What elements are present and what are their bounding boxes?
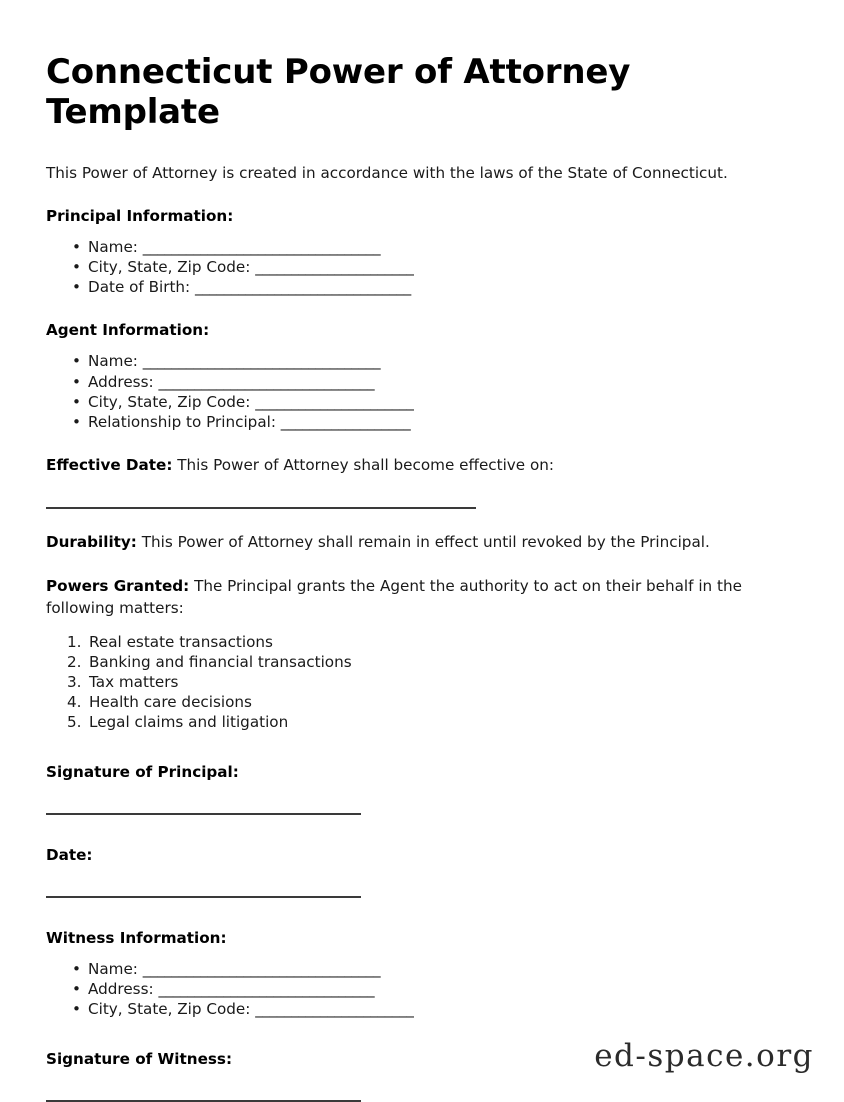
list-item: [88, 257, 798, 277]
list-item: [88, 979, 798, 999]
list-item: Banking and financial transactions: [89, 652, 352, 671]
list-item: Real estate transactions: [89, 632, 273, 651]
witness-information-field-list: [46, 959, 798, 1019]
list-item: [88, 372, 798, 392]
durability-text: This Power of Attorney shall remain in effect until revoked by the Principal.: [136, 532, 710, 551]
field-label: Name:: [88, 352, 138, 371]
section-heading-witness-information: Witness Information:: [46, 929, 227, 948]
field-blank-line[interactable]: _________________________________: [142, 238, 381, 257]
powers-granted-paragraph: [46, 575, 798, 619]
list-item: Tax matters: [89, 672, 179, 691]
date-blank-line[interactable]: [46, 896, 361, 898]
field-blank-line[interactable]: _________________________________: [142, 352, 381, 371]
list-item: [88, 392, 798, 412]
signature-principal-blank-line[interactable]: [46, 813, 361, 815]
powers-granted-label: Powers Granted:: [46, 576, 190, 595]
effective-date-label: Effective Date:: [46, 455, 173, 474]
effective-date-paragraph: [46, 454, 798, 476]
section-heading-signature-of-principal: Signature of Principal:: [46, 763, 239, 782]
field-blank-line[interactable]: ______________________: [255, 1000, 414, 1019]
list-item: [88, 237, 798, 257]
field-label: City, State, Zip Code:: [88, 258, 251, 277]
field-label: Relationship to Principal:: [88, 412, 276, 431]
powers-granted-list: [46, 632, 798, 732]
field-blank-line[interactable]: ______________________________: [195, 278, 411, 297]
field-label: City, State, Zip Code:: [88, 392, 251, 411]
field-label: Address:: [88, 372, 154, 391]
effective-date-text: This Power of Attorney shall become effective on:: [172, 455, 555, 474]
field-label: Address:: [88, 980, 154, 999]
field-label: City, State, Zip Code:: [88, 1000, 251, 1019]
field-blank-line[interactable]: __________________: [280, 412, 411, 431]
durability-label: Durability:: [46, 532, 137, 551]
list-item: [88, 999, 798, 1019]
list-item: [88, 959, 798, 979]
field-blank-line[interactable]: _________________________________: [142, 960, 381, 979]
list-item: [88, 412, 798, 432]
page-title: Connecticut Power of Attorney Template: [46, 52, 631, 133]
list-item: Legal claims and litigation: [89, 713, 289, 732]
section-heading-signature-of-witness: Signature of Witness:: [46, 1050, 233, 1069]
section-heading-agent-information: Agent Information:: [46, 321, 210, 340]
field-blank-line[interactable]: ______________________: [255, 258, 414, 277]
field-blank-line[interactable]: ______________________________: [158, 372, 375, 391]
intro-paragraph: This Power of Attorney is created in accordance with the laws of the State of Connecticut.: [46, 164, 728, 183]
section-heading-principal-information: Principal Information:: [46, 207, 234, 226]
field-label: Date of Birth:: [88, 278, 191, 297]
field-label: Name:: [88, 960, 138, 979]
watermark: ed-space.org: [594, 1038, 814, 1074]
principal-information-field-list: [46, 237, 798, 297]
effective-date-blank-line[interactable]: [46, 507, 476, 509]
section-heading-date: Date:: [46, 846, 93, 865]
durability-paragraph: [46, 531, 798, 553]
field-blank-line[interactable]: ______________________________: [158, 980, 375, 999]
list-item: [88, 277, 798, 297]
field-label: Name:: [88, 238, 138, 257]
list-item: Health care decisions: [89, 693, 252, 711]
list-item: [88, 351, 798, 371]
agent-information-field-list: [46, 351, 798, 431]
powers-granted-text: The Principal grants the Agent the authority to act on their behalf in the following matters:: [46, 576, 742, 617]
field-blank-line[interactable]: ______________________: [255, 392, 414, 411]
